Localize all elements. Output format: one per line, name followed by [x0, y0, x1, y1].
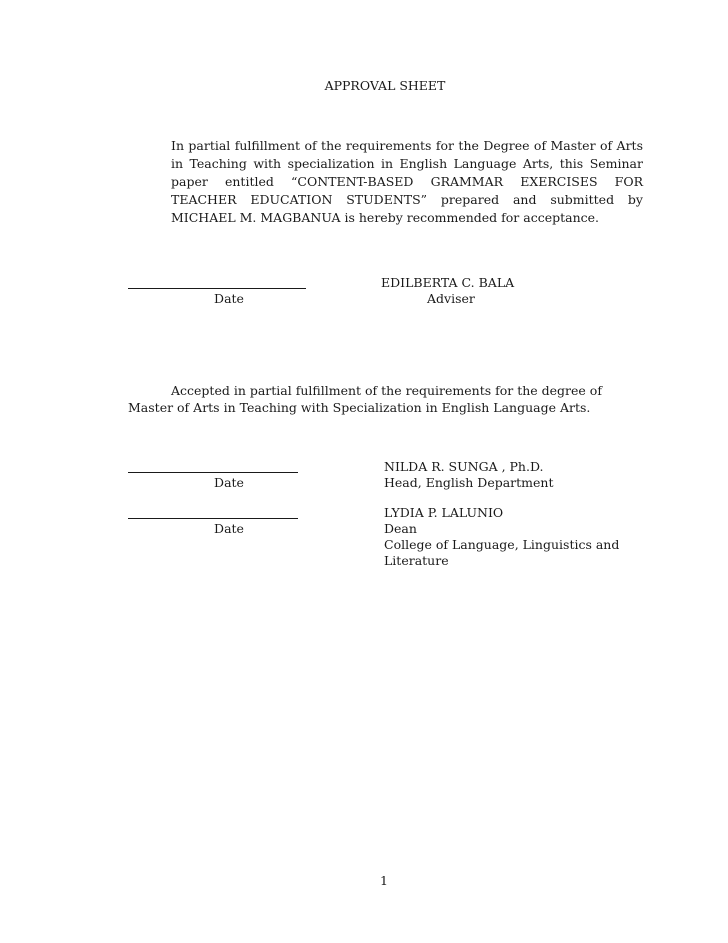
dean-college-line-2: Literature: [384, 553, 449, 568]
head-date-signature-line: [128, 472, 298, 473]
adviser-role: Adviser: [427, 291, 475, 306]
adviser-date-label: Date: [214, 291, 244, 306]
recommendation-paragraph: In partial fulfillment of the requirements for the Degree of Master of Arts in Teaching with specialization in English Language Arts, this Seminar paper entitled “CONTENT-BASED GRAMMAR EXERCISES FOR TEACHER EDUCATION STUDENTS” prepared and submitted by MICHAEL M. MAGBANUA is hereby recommended for acceptance.: [171, 138, 643, 225]
adviser-date-signature-line: [128, 288, 306, 289]
head-name: NILDA R. SUNGA , Ph.D.: [384, 459, 544, 474]
head-date-label: Date: [214, 475, 244, 490]
dean-college-line-1: College of Language, Linguistics and: [384, 537, 620, 552]
dean-date-signature-line: [128, 518, 298, 519]
acceptance-paragraph-line-2: Master of Arts in Teaching with Specialization in English Language Arts.: [128, 400, 591, 415]
head-role: Head, English Department: [384, 475, 554, 490]
dean-role: Dean: [384, 521, 417, 536]
adviser-name: EDILBERTA C. BALA: [381, 275, 515, 290]
acceptance-paragraph-line-1: Accepted in partial fulfillment of the requirements for the degree of: [171, 383, 602, 398]
page-number: 1: [380, 873, 388, 888]
dean-date-label: Date: [214, 521, 244, 536]
page-title: APPROVAL SHEET: [324, 78, 446, 93]
dean-name: LYDIA P. LALUNIO: [384, 505, 504, 520]
